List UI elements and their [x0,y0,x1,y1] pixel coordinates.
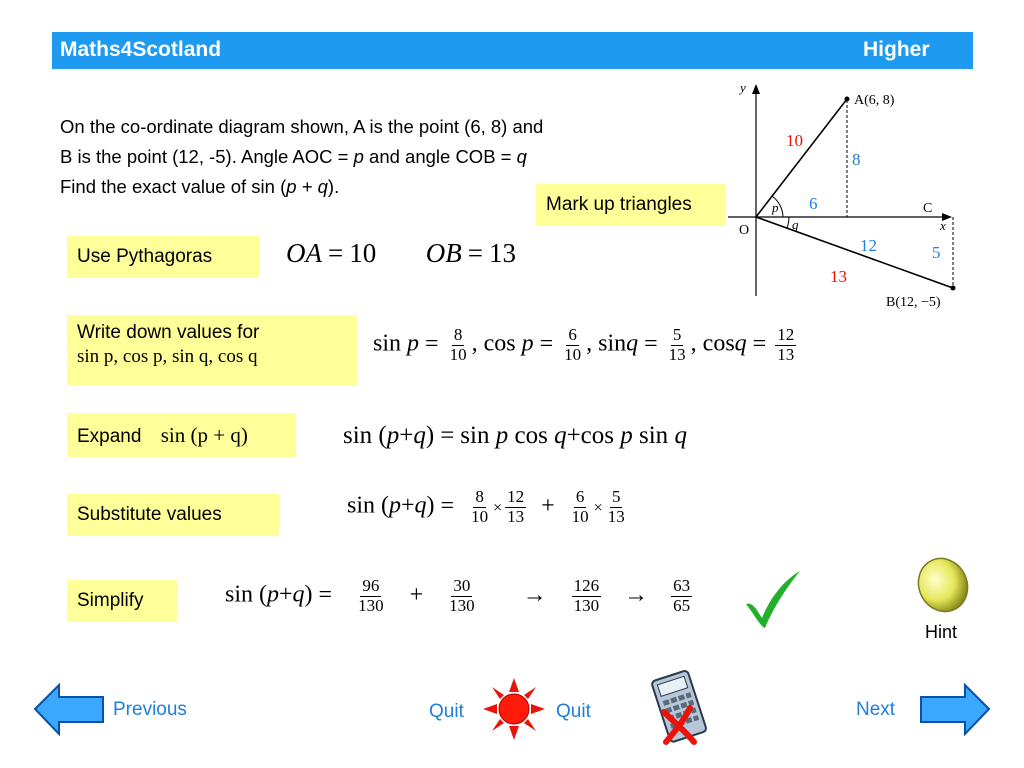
app-title: Maths4Scotland [60,38,222,61]
question-line-2: B is the point (12, -5). Angle AOC = p and angle COB = q [60,146,527,167]
length-ob: 13 [830,267,847,286]
length-b-base: 12 [860,236,877,255]
previous-button[interactable]: Previous [113,699,187,720]
substitute-button[interactable]: Substitute values [67,494,279,536]
trig-values: sin p = $\frac{8}{10}$ , cos p = $\frac{6}{10}$ , sinq = $\frac{5}{13}$ , cosq = $\frac{12}{13}$ [373,325,795,364]
left-arrow-icon[interactable] [33,682,105,736]
simplify-button[interactable]: Simplify [67,580,177,622]
simplification: sin (p+q) = $\frac{96}{130}$ + $\frac{30}{130}$ → $\frac{126}{130}$ → $\frac{63}{65}$ [225,576,691,615]
length-a-base: 6 [809,194,818,213]
pythagoras-button[interactable]: Use Pythagoras [67,236,259,278]
question-line-1: On the co-ordinate diagram shown, A is the point (6, 8) and [60,116,544,137]
angle-q-label: q [792,217,799,232]
pythagoras-result: OA = 10 OB = 13 [286,238,516,268]
markup-triangles-button[interactable]: Mark up triangles [536,184,726,226]
angle-p-label: p [772,200,779,215]
question-line-3: Find the exact value of sin (p + q). [60,176,340,197]
expansion-formula: sin (p+q) = sin p cos q+cos p sin q [343,422,687,449]
origin-label: O [739,223,750,238]
length-a-height: 8 [852,150,861,169]
length-b-height: 5 [932,243,941,262]
length-oa: 10 [786,131,803,150]
point-a-label: A(6, 8) [854,93,895,108]
expand-button[interactable]: Expand sin (p + q) [67,413,296,457]
right-arrow-icon[interactable] [919,682,991,736]
quit-button-left[interactable]: Quit [429,701,464,722]
values-button[interactable]: Write down values for sin p, cos p, sin q, cos q [67,315,357,385]
check-icon [742,568,804,632]
point-b-label: B(12, −5) [886,295,941,310]
sun-icon[interactable] [481,676,547,742]
hint-bulb-icon[interactable] [914,554,970,620]
substitution: sin (p+q) = $\frac{8}{10}$ × $\frac{12}{13}$ + $\frac{6}{10}$ × $\frac{5}{13}$ [347,487,625,526]
hint-label[interactable]: Hint [925,622,958,642]
x-axis-label: x [940,218,946,233]
y-axis-label: y [740,80,746,95]
quit-button-right[interactable]: Quit [556,701,591,722]
calculator-icon[interactable] [650,668,712,746]
level-label: Higher [863,38,930,61]
point-c-label: C [923,201,933,216]
next-button[interactable]: Next [856,699,896,720]
coordinate-diagram [726,78,962,318]
